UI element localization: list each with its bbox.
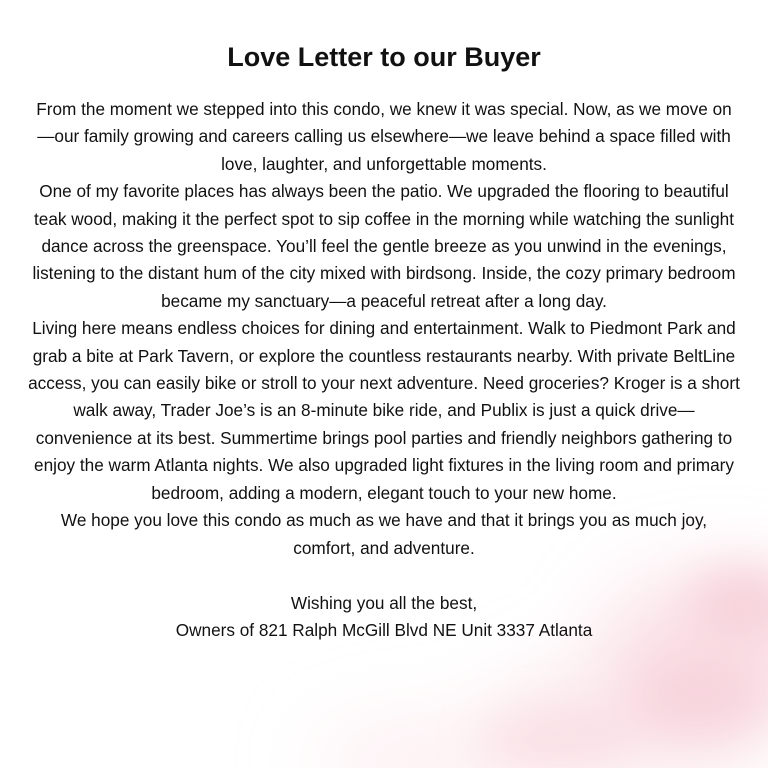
- letter-paragraph-intro: From the moment we stepped into this condo, we knew it was special. Now, as we move on—our family growing and careers calling us elsewhere—we leave behind a space filled with love, laughter, and unforgettable moments.: [36, 99, 732, 174]
- letter-signature: Owners of 821 Ralph McGill Blvd NE Unit 3337 Atlanta: [175, 620, 593, 641]
- letter-closing: Wishing you all the best,: [290, 592, 478, 613]
- letter-paragraph-neighborhood: Living here means endless choices for dining and entertainment. Walk to Piedmont Park and grab a bite at Park Tavern, or explore the countless restaurants nearby. With private BeltLine access, you can easily bike or stroll to your next adventure. Need groceries? Kroger is a short walk away, Trader Joe’s is an 8-minute bike ride, and Publix is just a quick drive—convenience at its best. Summertime brings pool parties and friendly neighbors gathering to enjoy the warm Atlanta nights. We also upgraded light fixtures in the living room and primary bedroom, adding a modern, elegant touch to your new home.: [28, 318, 740, 503]
- letter-paragraph-wish: We hope you love this condo as much as we have and that it brings you as much joy, comfort, and adventure.: [60, 510, 708, 558]
- letter-closing-block: [28, 590, 740, 645]
- letter-title: Love Letter to our Buyer: [227, 42, 541, 72]
- letter-paragraph-patio: One of my favorite places has always been the patio. We upgraded the flooring to beautiful teak wood, making it the perfect spot to sip coffee in the morning while watching the sunlight dance across the greenspace. You’ll feel the gentle breeze as you unwind in the evenings, listening to the distant hum of the city mixed with birdsong. Inside, the cozy primary bedroom became my sanctuary—a peaceful retreat after a long day.: [32, 181, 736, 311]
